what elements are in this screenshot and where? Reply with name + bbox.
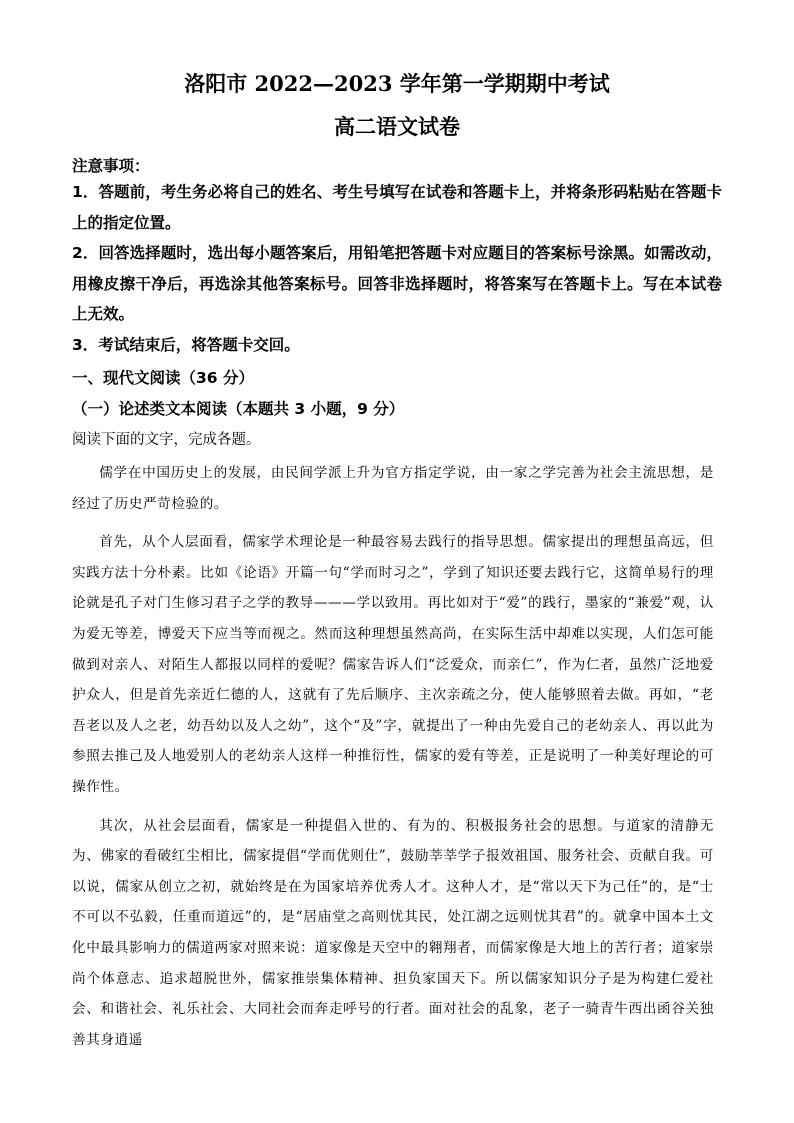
reading-instruction: 阅读下面的文字，完成各题。 <box>72 432 261 448</box>
exam-title: 洛阳市 2022—2023 学年第一学期期中考试 <box>184 71 610 96</box>
passage-paragraph: 儒学在中国历史上的发展，由民间学派上升为官方指定学说，由一家之学完善为社会主流思想，是经过了历史严苛检验的。 <box>72 465 714 512</box>
section-heading: 一、现代文阅读（36 分） <box>72 369 254 387</box>
passage-paragraph: 其次，从社会层面看，儒家是一种提倡入世的、有为的、积极报务社会的思想。与道家的清静无为、佛家的看破红尘相比，儒家提倡“学而优则仕”，鼓励莘莘学子报效祖国、服务社会、贡献自我。可以说，儒家从创立之初，就始终是在为国家培养优秀人才。这种人才，是“常以天下为己任”的，是“士不可以不弘毅，任重而道远”的，是“居庙堂之高则忧其民，处江湖之远则忧其君”的。就拿中国本土文化中最具影响力的儒道两家对照来说：道家像是天空中的翱翔者，而儒家像是大地上的苦行者；道家崇尚个体意志、追求超脱世外，儒家推崇集体精神、担负家国天下。所以儒家知识分子是为构建仁爱社会、和谐社会、礼乐社会、大同社会而奔走呼号的行者。面对社会的乱象，老子一骑青牛西出函谷关独善其身逍遥 <box>72 817 714 1048</box>
notes-list <box>72 177 722 360</box>
note-item: 3．考试结束后，将答题卡交回。 <box>72 335 300 354</box>
exam-subtitle: 高二语文试卷 <box>334 114 460 139</box>
reading-passage <box>72 458 714 1063</box>
notes-heading: 注意事项： <box>72 157 150 175</box>
note-item: 1．答题前，考生务必将自己的姓名、考生号填写在试卷和答题卡上，并将条形码粘贴在答题卡上的指定位置。 <box>72 183 722 232</box>
note-item: 2．回答选择题时，选出每小题答案后，用铅笔把答题卡对应题目的答案标号涂黑。如需改动，用橡皮擦干净后，再选涂其他答案标号。回答非选择题时，将答案写在答题卡上。写在本试卷上无效。 <box>72 244 722 323</box>
passage-paragraph: 首先，从个人层面看，儒家学术理论是一种最容易去践行的指导思想。儒家提出的理想虽高远，但实践方法十分朴素。比如《论语》开篇一句“学而时习之”，学到了知识还要去践行它，这简单易行的理论就是孔子对门生修习君子之学的教导———学以致用。再比如对于“爱”的践行，墨家的“兼爱”观，认为爱无等差，博爱天下应当等而视之。然而这种理想虽然高尚，在实际生活中却难以实现，人们怎可能做到对亲人、对陌生人都报以同样的爱呢？儒家告诉人们“泛爱众，而亲仁”，作为仁者，虽然广泛地爱护众人，但是首先亲近仁德的人，这就有了先后顺序、主次亲疏之分，使人能够照着去做。再如，“老吾老以及人之老，幼吾幼以及人之幼”，这个“及”字，就提出了一种由先爱自己的老幼亲人、再以此为参照去推己及人地爱别人的老幼亲人这样一种推衍性，儒家的爱有等差，正是说明了一种美好理论的可操作性。 <box>72 534 714 795</box>
subsection-heading: （一）论述类文本阅读（本题共 3 小题，9 分） <box>72 400 405 418</box>
